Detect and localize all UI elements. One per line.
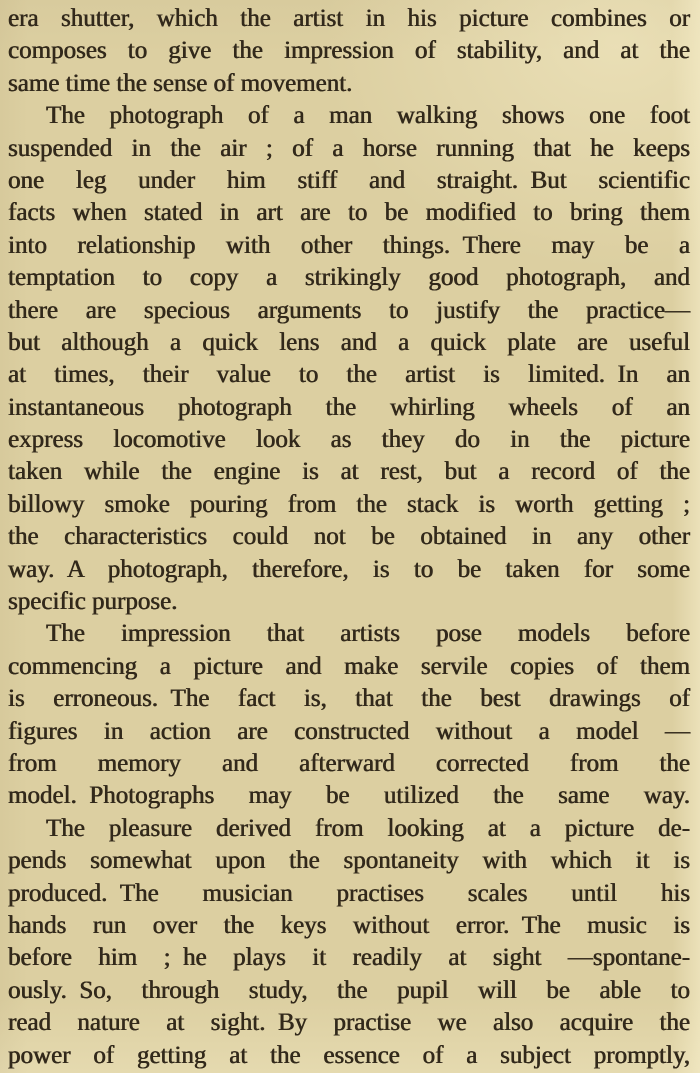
text-line: there are specious arguments to justify the practice— — [8, 296, 690, 324]
text-line: composes to give the impression of stability, and at the — [8, 37, 690, 65]
text-line: pends somewhat upon the spontaneity with which it is — [8, 847, 690, 875]
text-line: express locomotive look as they do in the picture — [8, 426, 690, 454]
text-line: the characteristics could not be obtained in any other — [8, 523, 690, 551]
text-line: hands run over the keys without error. The music is — [8, 911, 690, 939]
text-line: power of getting at the essence of a subject promptly, — [8, 1041, 690, 1069]
text-line: from memory and afterward corrected from the — [8, 749, 690, 777]
text-line: taken while the engine is at rest, but a record of the — [8, 458, 690, 486]
text-line: same time the sense of movement. — [8, 69, 353, 97]
text-line: temptation to copy a strikingly good photograph, and — [8, 264, 690, 292]
paragraph — [8, 100, 690, 618]
text-line: at times, their value to the artist is limited. In an — [8, 361, 690, 389]
text-line: billowy smoke pouring from the stack is worth getting ; — [8, 490, 690, 518]
text-line: instantaneous photograph the whirling wheels of an — [8, 393, 690, 421]
text-line: suspended in the air ; of a horse running that he keeps — [8, 134, 690, 162]
text-line: is erroneous. The fact is, that the best drawings of — [8, 685, 690, 713]
text-line: The photograph of a man walking shows one foot — [46, 102, 690, 130]
paragraph — [8, 3, 690, 100]
text-line: commencing a picture and make servile copies of them — [8, 652, 690, 680]
text-line: model. Photographs may be utilized the same way. — [8, 782, 690, 810]
text-line: figures in action are constructed without a model — — [8, 717, 690, 745]
text-line: era shutter, which the artist in his picture combines or — [8, 5, 690, 32]
text-line: before him ; he plays it readily at sight —spontane- — [8, 944, 690, 972]
text-line: read nature at sight. By practise we also acquire the — [8, 1009, 690, 1037]
paragraph — [8, 618, 690, 812]
text-line: produced. The musician practises scales until his — [8, 879, 690, 907]
text-line: The pleasure derived from looking at a picture de- — [46, 814, 690, 842]
paragraph — [8, 813, 690, 1072]
text-line: specific purpose. — [8, 588, 178, 616]
text-line: one leg under him stiff and straight. But scientific — [8, 166, 690, 194]
text-line: ously. So, through study, the pupil will be able to — [8, 976, 690, 1004]
text-line: but although a quick lens and a quick plate are useful — [8, 328, 690, 356]
text-line: way. A photograph, therefore, is to be taken for some — [8, 555, 690, 583]
text-line: into relationship with other things. There may be a — [8, 231, 690, 259]
text-line: The impression that artists pose models before — [46, 620, 690, 648]
text-line: facts when stated in art are to be modified to bring them — [8, 199, 690, 227]
